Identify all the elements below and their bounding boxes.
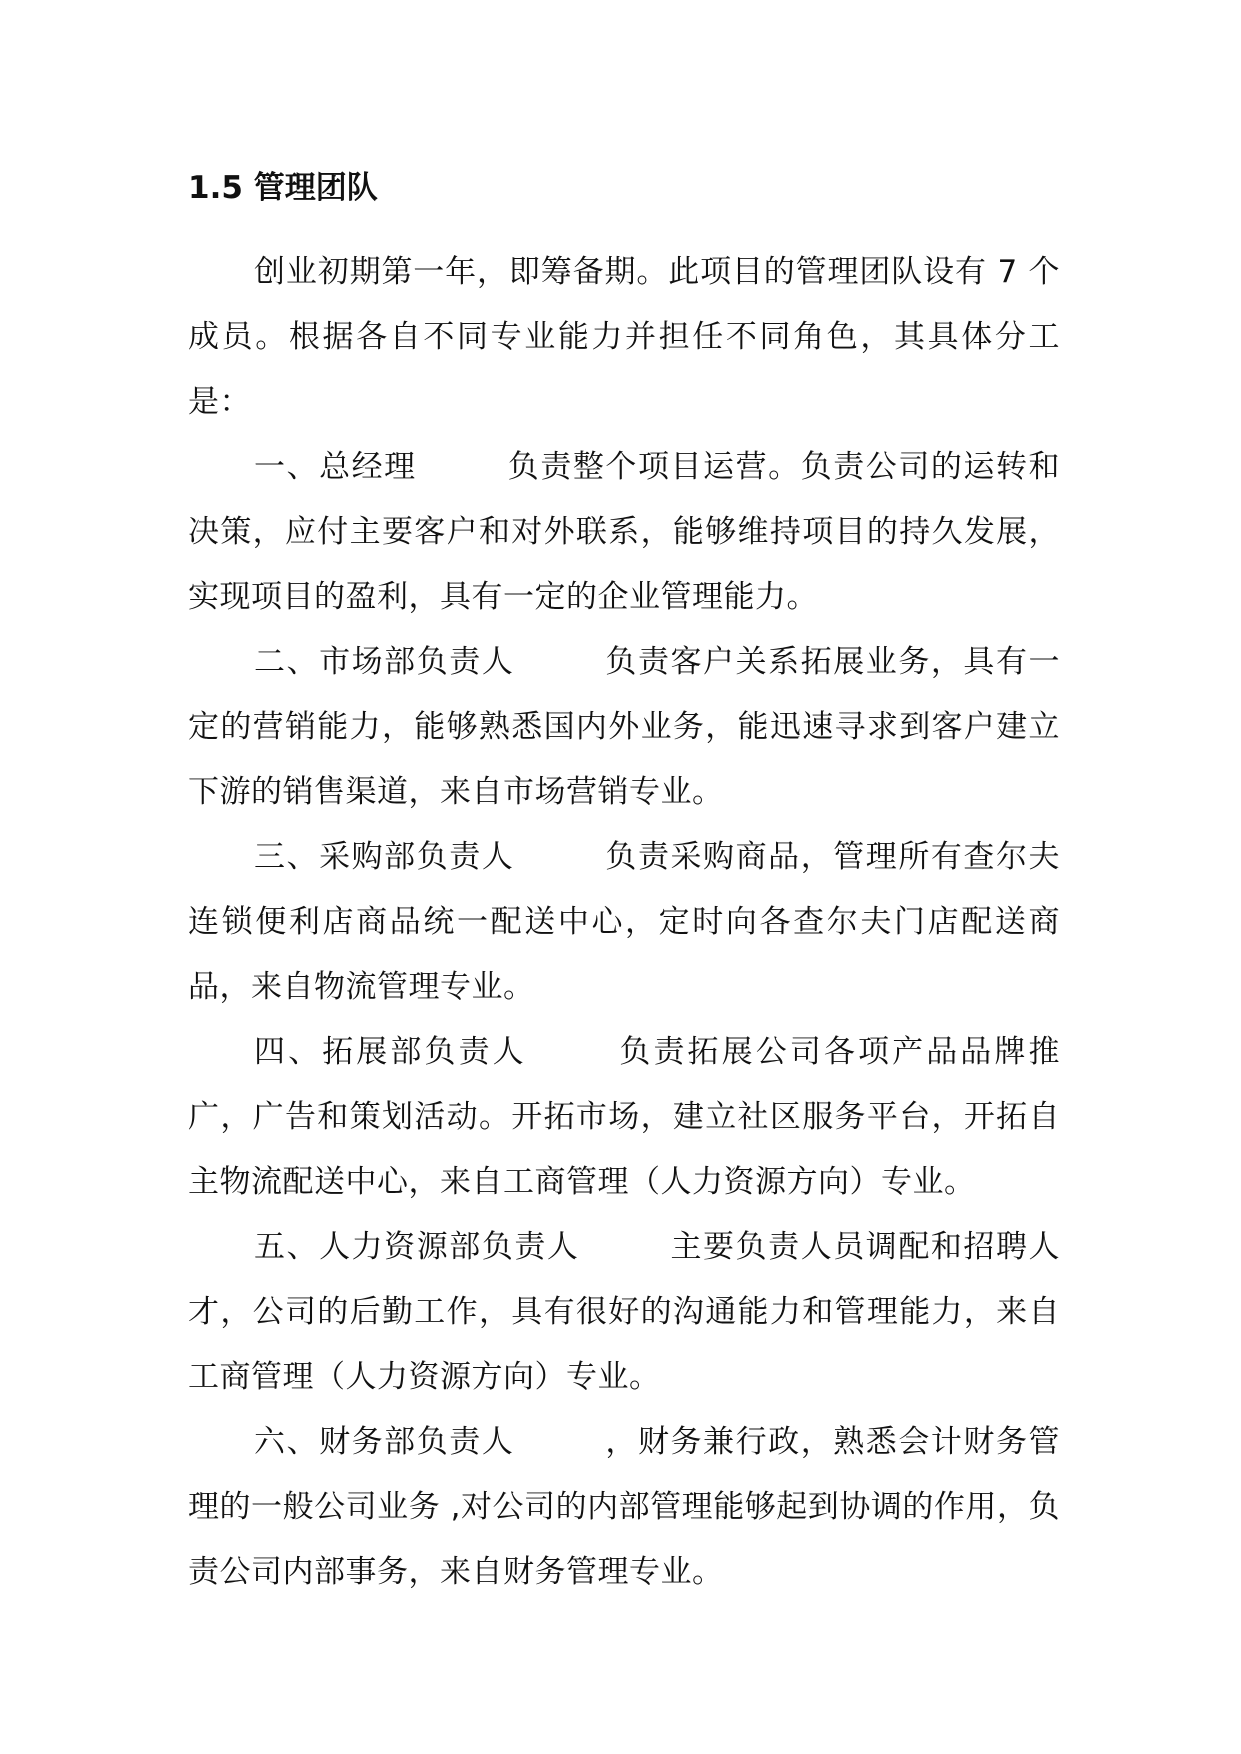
role-title: 三、采购部负责人 bbox=[254, 839, 515, 875]
document-body bbox=[188, 240, 1060, 1605]
role-paragraph-purchasing bbox=[188, 825, 1060, 1020]
role-paragraph-marketing bbox=[188, 630, 1060, 825]
role-paragraph-expansion bbox=[188, 1020, 1060, 1215]
section-heading: 1.5 管理团队 bbox=[188, 170, 378, 206]
role-description: ，财务兼行政，熟悉会计财务管理的一般公司业务 ,对公司的内部管理能够起到协调的作用，负责公司内部事务，来自财务管理专业。 bbox=[188, 1424, 1061, 1590]
role-title: 五、人力资源部负责人 bbox=[254, 1229, 580, 1265]
role-description: 负责客户关系拓展业务，具有一定的营销能力，能够熟悉国内外业务，能迅速寻求到客户建立下游的销售渠道，来自市场营销专业。 bbox=[188, 644, 1061, 810]
role-title: 二、市场部负责人 bbox=[254, 644, 515, 680]
role-title: 六、财务部负责人 bbox=[254, 1424, 515, 1460]
intro-paragraph: 创业初期第一年，即筹备期。此项目的管理团队设有 7 个成员。根据各自不同专业能力并担任不同角色，其具体分工是： bbox=[188, 254, 1060, 420]
role-description: 负责拓展公司各项产品品牌推广，广告和策划活动。开拓市场，建立社区服务平台，开拓自主物流配送中心，来自工商管理（人力资源方向）专业。 bbox=[188, 1034, 1061, 1200]
role-description: 负责采购商品，管理所有查尔夫连锁便利店商品统一配送中心，定时向各查尔夫门店配送商品，来自物流管理专业。 bbox=[188, 839, 1061, 1005]
role-paragraph-human-resources bbox=[188, 1215, 1060, 1410]
role-description: 主要负责人员调配和招聘人才，公司的后勤工作，具有很好的沟通能力和管理能力，来自工商管理（人力资源方向）专业。 bbox=[188, 1229, 1061, 1395]
role-title: 一、总经理 bbox=[254, 449, 417, 485]
role-paragraph-general-manager bbox=[188, 435, 1060, 630]
role-description: 负责整个项目运营。负责公司的运转和决策，应付主要客户和对外联系，能够维持项目的持久发展，实现项目的盈利，具有一定的企业管理能力。 bbox=[188, 449, 1061, 615]
role-title: 四、拓展部负责人 bbox=[254, 1034, 527, 1070]
role-paragraph-finance bbox=[188, 1410, 1060, 1605]
